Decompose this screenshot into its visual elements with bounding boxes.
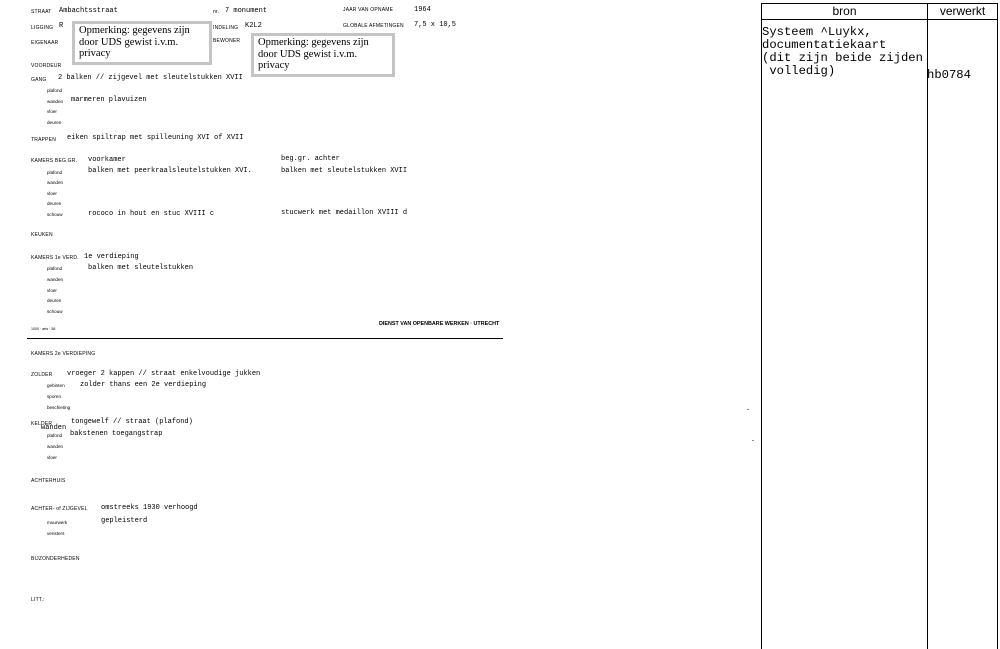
table-border-left: [761, 3, 762, 649]
kamers-1e-schouw-label: schouw: [47, 309, 63, 314]
table-border-right: [997, 3, 998, 649]
kamers-1e-vloer-label: vloer: [47, 288, 57, 293]
nr-value: 7 monument: [225, 7, 268, 15]
kamers-beg-col1-title: voorkamer: [88, 156, 126, 164]
kamers-beg-plafond-col1: balken met peerkraalsleutelstukken XVI.: [88, 167, 252, 175]
achtergevel-muurwerk-label: muurwerk: [47, 520, 68, 525]
issuer-footer: DIENST VAN OPENBARE WERKEN · UTRECHT: [379, 321, 500, 327]
card-divider: [27, 338, 503, 339]
jaar-value: 1964: [414, 6, 431, 14]
kelder-plafond-label: plafond: [47, 433, 63, 438]
kamers-beg-plafond-label: plafond: [47, 170, 63, 175]
jaar-label: JAAR VAN OPNAME: [343, 7, 394, 13]
kamers-1e-deuren-label: deuren: [47, 298, 62, 303]
achtergevel-value: omstreeks 1930 verhoogd: [101, 504, 198, 512]
kamers-beg-schouw-col2: stucwerk met medaillon XVIII d: [281, 209, 408, 217]
zolder-gebinten-value: zolder thans een 2e verdieping: [80, 381, 207, 389]
verwerkt-column-header: verwerkt: [939, 4, 986, 18]
scan-speck: [747, 409, 749, 410]
kamers-beg-deuren-label: deuren: [47, 201, 62, 206]
zolder-value: vroeger 2 kappen // straat enkelvoudige jukken: [67, 370, 261, 378]
voordeur-label: VOORDEUR: [31, 63, 62, 69]
zolder-beschieting-label: beschieting: [47, 405, 71, 410]
kamers-beg-label: KAMERS BEG.GR.: [31, 158, 78, 164]
bron-cell: Systeem ^Luykx, documentatiekaart (dit zijn beide zijden volledig): [762, 25, 923, 78]
ligging-label: LIGGING: [31, 25, 54, 31]
kelder-vloer-label: vloer: [47, 455, 57, 460]
bewoner-label: BEWONER: [213, 38, 241, 44]
privacy-notice-owner: Opmerking: gegevens zijn door UDS gewist i.v.m. privacy: [72, 21, 212, 65]
table-border-middle: [927, 3, 928, 649]
bron-column-header: bron: [832, 4, 857, 18]
achterhuis-label: ACHTERHUIS: [31, 478, 66, 484]
achtergevel-muurwerk-value: gepleisterd: [101, 517, 148, 525]
kamers-2e-label: KAMERS 2e VERDIEPING: [31, 351, 96, 357]
kelder-wanden-overtype: wanden: [41, 424, 67, 432]
gang-wanden-label: wanden: [47, 99, 64, 104]
straat-value: Ambachtsstraat: [59, 7, 118, 15]
keuken-label: KEUKEN: [31, 232, 53, 238]
gang-deuren-label: deuren: [47, 120, 62, 125]
trappen-value: eiken spiltrap met spilleuning XVI of XVII: [67, 134, 244, 142]
bijzonderheden-label: BIJZONDERHEDEN: [31, 556, 80, 562]
indeling-value: K2L2: [245, 22, 262, 30]
kamers-1e-plafond-label: plafond: [47, 266, 63, 271]
gang-vloer-label: vloer: [47, 109, 57, 114]
afmetingen-value: 7,5 x 10,5: [414, 21, 457, 29]
kelder-wanden-label: wanden: [47, 444, 64, 449]
kamers-beg-plafond-col2: balken met sleutelstukken XVII: [281, 167, 408, 175]
eigenaar-label: EIGENAAR: [31, 40, 59, 46]
gang-wanden-value: marmeren plavuizen: [71, 96, 147, 104]
kamers-beg-schouw-col1: rococo in hout en stuc XVIII c: [88, 210, 215, 218]
straat-label: STRAAT: [31, 9, 52, 15]
kamers-beg-wanden-label: wanden: [47, 180, 64, 185]
gang-label: GANG: [31, 77, 47, 83]
privacy-notice-resident: Opmerking: gegevens zijn door UDS gewist i.v.m. privacy: [251, 33, 395, 77]
gang-plafond-label: plafond: [47, 88, 63, 93]
table-header-divider: [761, 19, 998, 20]
gang-value: 2 balken // zijgevel met sleutelstukken XVII: [58, 74, 243, 82]
kamers-1e-plafond-value: balken met sleutelstukken: [88, 264, 194, 272]
kelder-label: KELDER: [31, 421, 53, 427]
achtergevel-vensters-label: vensters: [47, 531, 65, 536]
print-code: 1000 · arts · 58: [31, 327, 56, 331]
achtergevel-label: ACHTER- of ZIJGEVEL: [31, 506, 88, 512]
zolder-label: ZOLDER: [31, 372, 53, 378]
kamers-1e-wanden-label: wanden: [47, 277, 64, 282]
zolder-sporen-label: sporen: [47, 394, 62, 399]
kamers-beg-schouw-label: schouw: [47, 212, 63, 217]
kelder-value: tongewelf // straat (plafond): [71, 418, 193, 426]
trappen-label: TRAPPEN: [31, 137, 57, 143]
litt-label: LITT.:: [31, 597, 45, 603]
verwerkt-cell: hb0784: [927, 68, 971, 82]
kamers-1e-value: 1e verdieping: [84, 253, 139, 261]
scan-speck: [752, 440, 754, 441]
indeling-label: INDELING: [213, 25, 239, 31]
kamers-beg-vloer-label: vloer: [47, 191, 57, 196]
nr-label: nr.: [213, 9, 220, 15]
afmetingen-label: GLOBALE AFMETINGEN: [343, 23, 404, 29]
kelder-plafond-value: bakstenen toegangstrap: [70, 430, 163, 438]
ligging-value: R: [59, 22, 64, 30]
kamers-beg-col2-title: beg.gr. achter: [281, 155, 340, 163]
kamers-1e-label: KAMERS 1e VERD.: [31, 255, 79, 261]
zolder-gebinten-label: gebinten: [47, 383, 65, 388]
